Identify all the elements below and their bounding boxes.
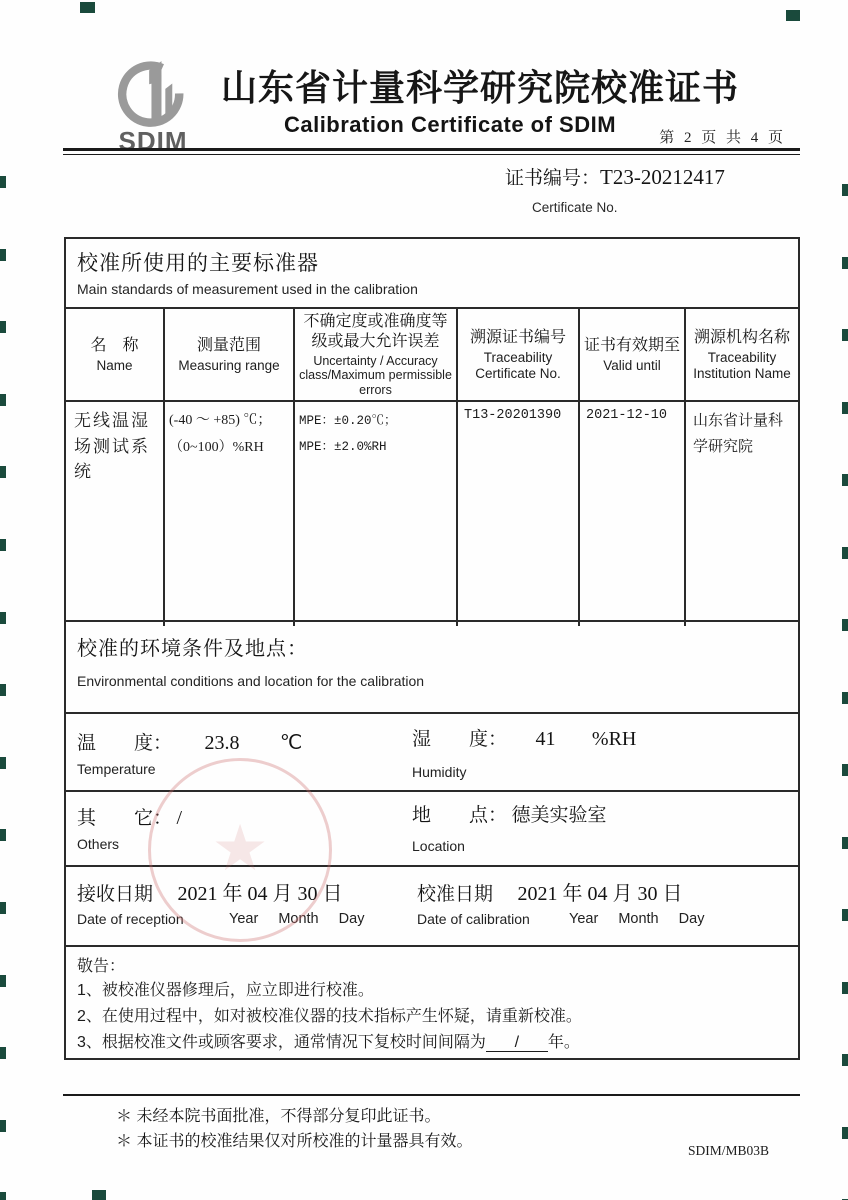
calibration-date-value: 2021 年 04 月 30 日 — [517, 883, 683, 905]
cell-institution: 山东省计量科学研究院 — [685, 401, 798, 626]
environment-title-en: Environmental conditions and location for the calibration — [77, 673, 425, 689]
footnote-2: ＊ 本证书的校准结果仅对所校准的计量器具有效。 — [116, 1133, 473, 1150]
main-content-box — [64, 237, 800, 1060]
environment-section-header — [66, 622, 798, 714]
logo-text: SDIM — [118, 126, 188, 156]
col-name-cn: 名 称 — [90, 336, 139, 354]
cell-measuring-range: (-40 ～ +85) ℃； （0~100）%RH — [164, 401, 294, 626]
scan-edge-mark — [842, 619, 848, 631]
dates-row — [66, 867, 798, 947]
scan-edge-mark — [0, 539, 6, 551]
temperature-label-en: Temperature — [77, 761, 156, 777]
notice-item-3-prefix: 3、根据校准文件或顾客要求，通常情况下复校时间间隔为 — [77, 1033, 486, 1051]
location-value: 德美实验室 — [511, 805, 607, 826]
reception-units-en: Year Month Day — [229, 911, 365, 927]
scan-edge-mark — [842, 402, 848, 414]
footnote-1: ＊ 未经本院书面批准，不得部分复印此证书。 — [116, 1108, 441, 1125]
col-header-trace-no — [457, 309, 579, 401]
col-valid-en: Valid until — [603, 357, 661, 373]
others-field — [77, 803, 182, 830]
humidity-label-en: Humidity — [412, 764, 467, 780]
cell-traceability-no: T13-20201390 — [457, 401, 579, 626]
certificate-title-cn: 山东省计量科学研究院校准证书 — [220, 68, 739, 108]
form-code: SDIM/MB03B — [688, 1143, 770, 1158]
notice-item-2: 2、在使用过程中，如对被校准仪器的技术指标产生怀疑，请重新校准。 — [77, 1007, 582, 1025]
standards-title-en: Main standards of measurement used in the calibration — [77, 281, 418, 297]
others-value: / — [176, 807, 183, 829]
standards-table-header-row — [66, 309, 798, 401]
scan-edge-mark — [92, 1190, 106, 1200]
certificate-number-line — [505, 163, 725, 190]
certificate-number-value: T23-20212417 — [600, 165, 725, 189]
scan-edge-mark — [842, 547, 848, 559]
cell-standard-name: 无线温湿场测试系统 — [66, 401, 164, 626]
temperature-unit: ℃ — [279, 732, 303, 754]
scan-edge-mark — [0, 1192, 6, 1200]
scan-edge-mark — [0, 612, 6, 624]
scan-edge-mark — [0, 684, 6, 696]
certificate-title-en: Calibration Certificate of SDIM — [283, 112, 617, 137]
col-range-en: Measuring range — [178, 357, 280, 373]
scan-edge-mark — [842, 837, 848, 849]
humidity-field — [412, 724, 636, 751]
header-divider — [63, 148, 800, 155]
col-trace-cn: 溯源证书编号 — [469, 329, 566, 347]
scan-edge-mark — [0, 902, 6, 914]
col-trace-en: Traceability Certificate No. — [475, 350, 561, 381]
scan-edge-mark — [0, 466, 6, 478]
humidity-value: 41 — [535, 728, 556, 750]
col-header-name — [66, 309, 164, 401]
scan-edge-mark — [842, 474, 848, 486]
certificate-number-label-cn: 证书编号： — [505, 168, 601, 189]
cell-valid-until: 2021-12-10 — [579, 401, 685, 626]
scan-edge-mark — [842, 184, 848, 196]
standards-table — [66, 309, 798, 626]
scan-edge-mark — [842, 1127, 848, 1139]
notice-item-3 — [77, 1030, 798, 1056]
others-location-row — [66, 792, 798, 867]
scan-edge-mark — [0, 1047, 6, 1059]
reception-label-cn: 接收日期 — [77, 884, 154, 905]
scan-edge-mark — [0, 176, 6, 188]
reception-date-value: 2021 年 04 月 30 日 — [177, 883, 343, 905]
temperature-humidity-row — [66, 714, 798, 792]
others-label-en: Others — [77, 836, 120, 852]
col-valid-cn: 证书有效期至 — [584, 336, 681, 354]
scan-edge-mark — [842, 909, 848, 921]
standards-title-cn: 校准所使用的主要标准器 — [77, 252, 319, 275]
scan-edge-mark — [0, 321, 6, 333]
notice-item-3-suffix: 年。 — [547, 1033, 580, 1051]
calibration-label-en: Date of calibration — [417, 911, 530, 927]
notice-section — [66, 947, 798, 1058]
footer-divider — [63, 1094, 800, 1096]
standards-table-data-row — [66, 401, 798, 626]
col-header-valid-until — [579, 309, 685, 401]
recalibration-interval-blank: / — [486, 1034, 548, 1053]
scan-edge-mark — [0, 975, 6, 987]
seal-star-icon: ★ — [211, 811, 269, 884]
cell-mpe: MPE：±0.20℃； MPE：±2.0%RH — [294, 401, 457, 626]
humidity-label-cn: 湿 度： — [412, 729, 508, 750]
location-label-cn: 地 点： — [412, 805, 508, 826]
scan-edge-mark — [80, 2, 95, 13]
temperature-field — [77, 728, 302, 755]
scan-edge-mark — [842, 1054, 848, 1066]
calibration-date-field — [417, 877, 682, 906]
sdim-emblem-icon — [114, 58, 192, 132]
col-inst-en: Traceability Institution Name — [693, 350, 791, 381]
scan-edge-mark — [786, 10, 800, 21]
humidity-unit: %RH — [591, 728, 637, 750]
scan-edge-mark — [842, 764, 848, 776]
temperature-label-cn: 温 度： — [77, 733, 173, 754]
scan-edge-mark — [842, 692, 848, 704]
scan-edge-mark — [0, 1120, 6, 1132]
standards-table-wrap — [66, 309, 798, 622]
notice-item-1: 1、被校准仪器修理后，应立即进行校准。 — [77, 982, 374, 999]
temperature-value: 23.8 — [204, 732, 240, 754]
col-uncertainty-cn: 不确定度或准确度等级或最大允许误差 — [303, 313, 448, 350]
notice-title: 敬告： — [77, 958, 126, 975]
calibration-units-en: Year Month Day — [569, 911, 705, 927]
reception-label-en: Date of reception — [77, 911, 184, 927]
col-uncertainty-en: Uncertainty / Accuracy class/Maximum permissible errors — [299, 354, 452, 397]
others-label-cn: 其 它： — [77, 808, 173, 829]
scan-edge-mark — [842, 257, 848, 269]
scan-edge-mark — [842, 982, 848, 994]
reception-date-field — [77, 877, 342, 906]
certificate-number-label-en: Certificate No. — [532, 200, 618, 215]
calibration-label-cn: 校准日期 — [417, 884, 494, 905]
col-inst-cn: 溯源机构名称 — [693, 329, 790, 347]
page-number-indicator: 第 2 页 共 4 页 — [659, 130, 786, 146]
sdim-logo — [98, 58, 208, 158]
scan-edge-mark — [0, 757, 6, 769]
col-header-institution — [685, 309, 798, 401]
col-range-cn: 测量范围 — [196, 336, 261, 354]
col-header-range — [164, 309, 294, 401]
environment-title-cn: 校准的环境条件及地点： — [77, 638, 308, 660]
location-label-en: Location — [412, 838, 465, 854]
location-field — [412, 800, 606, 827]
standards-section-header — [66, 239, 798, 309]
scan-edge-mark — [842, 329, 848, 341]
col-header-uncertainty — [294, 309, 457, 401]
scan-edge-mark — [0, 829, 6, 841]
col-name-en: Name — [96, 357, 133, 373]
scan-edge-mark — [0, 249, 6, 261]
scan-edge-mark — [0, 394, 6, 406]
